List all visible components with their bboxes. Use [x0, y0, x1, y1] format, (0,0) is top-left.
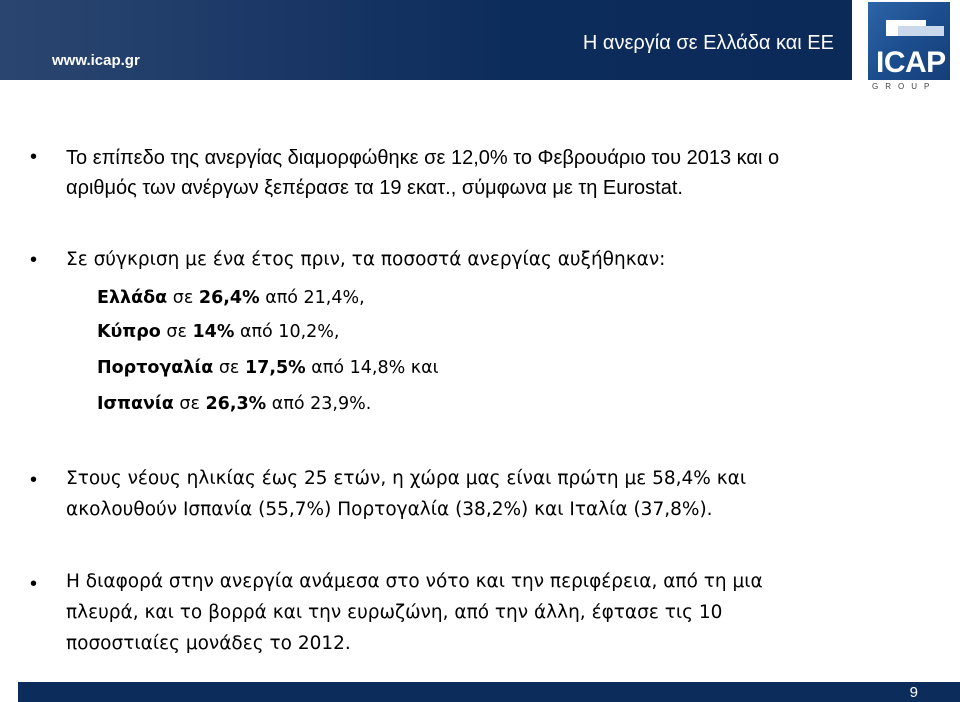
bullet-dot-2: •: [30, 249, 38, 271]
header-bar: [0, 0, 852, 80]
bullet-dot-1: •: [30, 146, 38, 168]
logo-text: ICAP: [876, 46, 946, 79]
bullet-1: [66, 143, 936, 203]
country-row-portugal: [97, 356, 439, 380]
country-rest: από 10,2%,: [239, 322, 340, 342]
bullet-4-line-2: πλευρά, και το βορρά και την ευρωζώνη, από την άλλη, έφτασε τις 10: [66, 602, 723, 623]
icap-logo: [866, 0, 960, 96]
country-mid: σε: [166, 322, 187, 342]
slide-title: Η ανεργία σε Ελλάδα και ΕΕ: [582, 32, 834, 54]
logo-box: [868, 2, 950, 80]
bullet-3-line-2: ακολουθούν Ισπανία (55,7%) Πορτογαλία (38,2%) και Ιταλία (37,8%).: [66, 499, 713, 520]
bullet-4-line-3: ποσοστιαίες μονάδες το 2012.: [66, 633, 351, 654]
country-name: Κύπρο: [97, 322, 161, 342]
logo-bar-accent: [898, 26, 944, 36]
country-mid: σε: [172, 288, 194, 308]
country-mid: σε: [218, 358, 240, 378]
logo-sub: GROUP: [872, 82, 937, 91]
bullet-2: [66, 244, 936, 275]
bullet-1-line-2: αριθμός των ανέργων ξεπέρασε τα 19 εκατ., σύμφωνα με τη Eurostat.: [66, 177, 683, 199]
country-value: 14%: [192, 322, 235, 342]
bullet-dot-3: •: [30, 469, 38, 491]
country-row-spain: [97, 392, 371, 416]
bullet-2-line-1: Σε σύγκριση με ένα έτος πριν, τα ποσοστά ανεργίας αυξήθηκαν:: [66, 249, 666, 270]
bullet-3-line-1: Στους νέους ηλικίας έως 25 ετών, η χώρα μας είναι πρώτη με 58,4% και: [66, 468, 747, 489]
page-number: 9: [909, 684, 918, 701]
country-name: Ελλάδα: [97, 288, 168, 308]
country-name: Πορτογαλία: [97, 358, 214, 378]
country-rest: από 23,9%.: [271, 394, 372, 414]
country-row-cyprus: [97, 320, 339, 344]
country-row-greece: [97, 286, 365, 310]
country-mid: σε: [179, 394, 200, 414]
bullet-4-line-1: Η διαφορά στην ανεργία ανάμεσα στο νότο και την περιφέρεια, από τη μια: [66, 571, 763, 592]
bullet-3: [66, 463, 936, 525]
bullet-4: [66, 566, 936, 659]
site-url: www.icap.gr: [52, 52, 140, 69]
footer-bar: [0, 682, 960, 702]
country-rest: από 14,8% και: [311, 358, 439, 378]
bullet-dot-4: •: [30, 573, 38, 595]
country-rest: από 21,4%,: [265, 288, 365, 308]
country-value: 26,3%: [205, 394, 267, 414]
country-value: 26,4%: [198, 288, 260, 308]
country-value: 17,5%: [244, 358, 306, 378]
bullet-1-line-1: Το επίπεδο της ανεργίας διαμορφώθηκε σε 12,0% το Φεβρουάριο του 2013 και ο: [66, 147, 780, 169]
country-name: Ισπανία: [97, 394, 174, 414]
footer-edge: [0, 682, 18, 702]
